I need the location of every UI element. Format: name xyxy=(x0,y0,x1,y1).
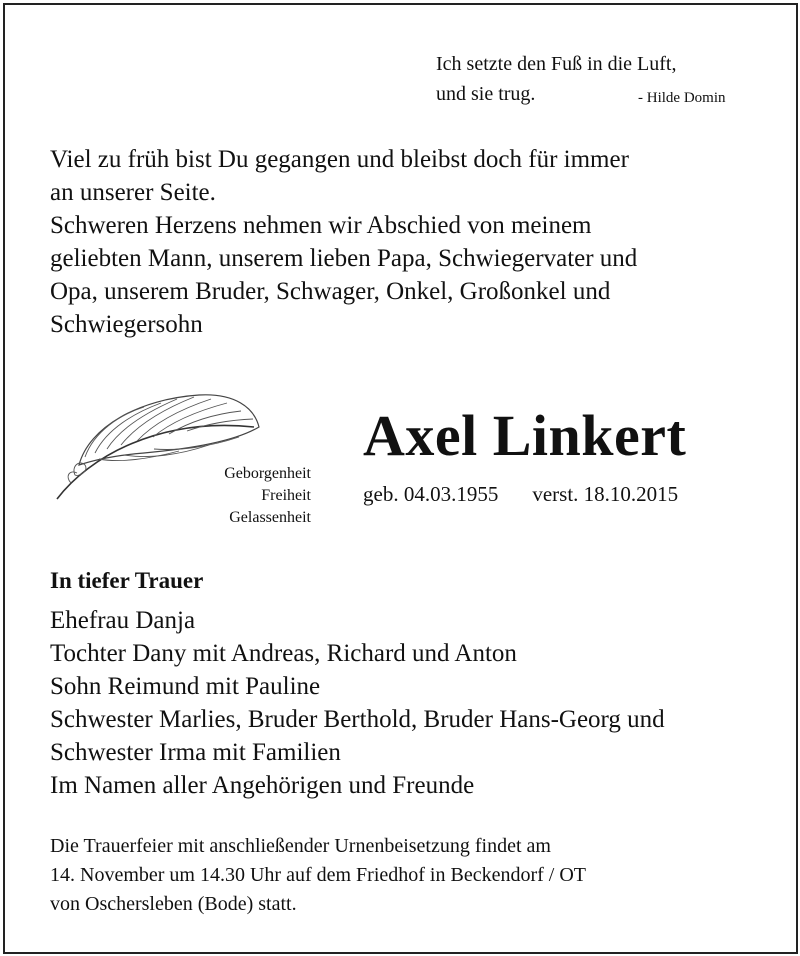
funeral-notice xyxy=(50,832,780,919)
mourner-line: Tochter Dany mit Andreas, Richard und Anton xyxy=(50,640,517,667)
intro-line: geliebten Mann, unserem lieben Papa, Schwiegervater und xyxy=(50,245,638,272)
motto-line: Gelassenheit xyxy=(229,509,311,526)
mourning-heading: In tiefer Trauer xyxy=(50,568,204,593)
motto-line: Freiheit xyxy=(261,487,311,504)
mourner-line: Ehefrau Danja xyxy=(50,607,196,634)
notice-line: Die Trauerfeier mit anschließender Urnenbeisetzung findet am xyxy=(50,835,551,857)
mourner-line: Schwester Marlies, Bruder Berthold, Bruder Hans-Georg und xyxy=(50,706,665,733)
intro-line: Viel zu früh bist Du gegangen und bleibst doch für immer xyxy=(50,146,629,173)
notice-line: 14. November um 14.30 Uhr auf dem Friedhof in Beckendorf / OT xyxy=(50,864,586,886)
mourner-line: Sohn Reimund mit Pauline xyxy=(50,673,321,700)
birth-date: geb. 04.03.1955 xyxy=(363,482,499,506)
intro-line: an unserer Seite. xyxy=(50,179,216,206)
notice-line: von Oschersleben (Bode) statt. xyxy=(50,893,297,915)
quote-author: - Hilde Domin xyxy=(638,90,726,106)
mourners-list xyxy=(50,604,780,802)
quote xyxy=(436,49,726,109)
deceased-name: Axel Linkert xyxy=(363,403,687,468)
mourner-line: Schwester Irma mit Familien xyxy=(50,739,341,766)
death-date: verst. 18.10.2015 xyxy=(532,482,679,506)
motto xyxy=(165,463,311,529)
intro-line: Opa, unserem Bruder, Schwager, Onkel, Großonkel und xyxy=(50,278,611,305)
intro-line: Schwiegersohn xyxy=(50,311,203,338)
quote-line: und sie trug. xyxy=(436,83,536,105)
obituary-notice xyxy=(3,3,798,954)
intro-line: Schweren Herzens nehmen wir Abschied von meinem xyxy=(50,212,592,239)
motto-line: Geborgenheit xyxy=(224,465,311,482)
life-dates xyxy=(363,480,678,508)
intro-text xyxy=(50,143,770,341)
quote-line: Ich setzte den Fuß in die Luft, xyxy=(436,53,677,75)
mourner-line: Im Namen aller Angehörigen und Freunde xyxy=(50,772,475,799)
